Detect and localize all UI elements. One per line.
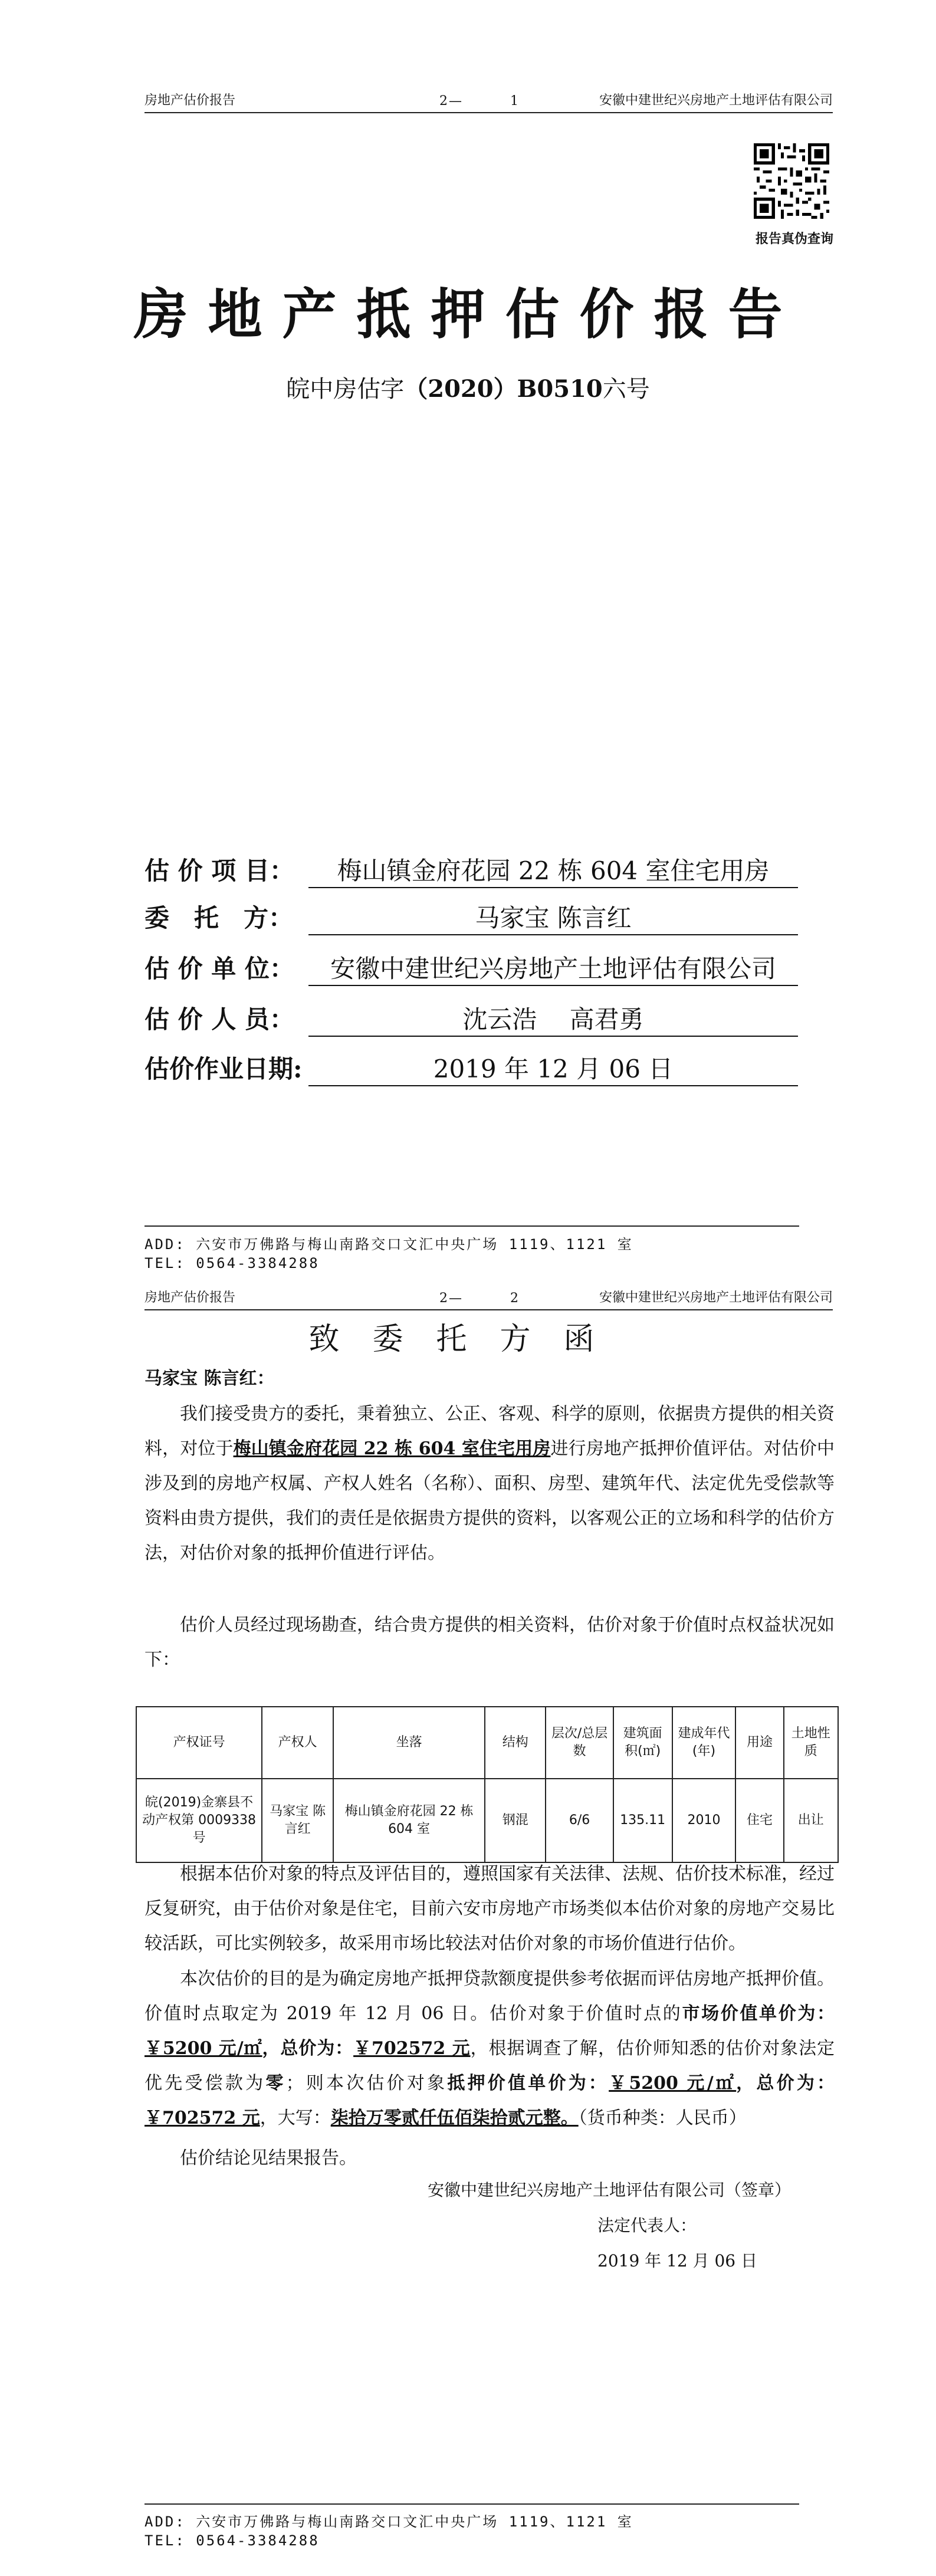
paragraph-text: 我们接受贵方的委托，秉着独立、公正、客观、科学的原则，依据贵方提供的相关资料，对位于 <box>144 1404 835 1459</box>
total-label: ，总价为： <box>736 2073 835 2094</box>
page-header <box>144 1286 833 1310</box>
mortgage-price-label: 抵押价值单价为： <box>447 2073 609 2094</box>
column-header: 土地性质 <box>784 1707 838 1779</box>
signature-representative: 法定代表人： <box>597 2216 697 2235</box>
total-label: ，总价为： <box>262 2038 354 2059</box>
page-header <box>144 88 833 113</box>
footer-phone: TEL: 0564-3384288 <box>144 1255 320 1271</box>
currency-note: （货币种类：人民币） <box>578 2108 747 2128</box>
report-number-code: （2020）B0510 <box>404 375 603 403</box>
paragraph-text: ；则本次估价对象 <box>285 2073 448 2094</box>
report-number-suffix: 六号 <box>602 376 650 403</box>
header-report-type: 房地产估价报告 <box>144 93 236 108</box>
table-row <box>136 1779 838 1862</box>
info-value: 梅山镇金府花园 22 栋 604 室住宅用房 <box>308 855 798 888</box>
table-cell: 梅山镇金府花园 22 栋 604 室 <box>333 1779 485 1862</box>
paragraph-text: ，大写： <box>260 2108 331 2128</box>
column-header: 产权人 <box>262 1707 333 1779</box>
info-label: 估 价 项 目： <box>144 856 294 885</box>
footer-address: ADD: 六安市万佛路与梅山南路交口文汇中央广场 1119、1121 室 <box>144 2513 633 2530</box>
letter-paragraph-2: 估价人员经过现场勘查，结合贵方提供的相关资料，估价对象于价值时点权益状况如下： <box>144 1615 835 1670</box>
page-number: 1 <box>510 94 518 109</box>
mortgage-unit-price: ￥5200 元/㎡ <box>609 2073 737 2094</box>
letter-title: 致委托方函 <box>308 1322 628 1357</box>
footer-address: ADD: 六安市万佛路与梅山南路交口文汇中央广场 1119、1121 室 <box>144 1236 633 1253</box>
property-rights-table <box>136 1706 839 1863</box>
report-title: 房地产抵押估价报告 <box>133 282 803 346</box>
column-header: 坐落 <box>333 1707 485 1779</box>
column-header: 建成年代(年) <box>672 1707 736 1779</box>
market-price-label: 市场价值单价为： <box>682 2003 835 2024</box>
column-header: 建筑面积(㎡) <box>613 1707 672 1779</box>
page-marker-dash: 2— <box>439 94 463 109</box>
letter-greeting: 马家宝 陈言红： <box>144 1368 275 1389</box>
header-company: 安徽中建世纪兴房地产土地评估有限公司 <box>599 93 833 108</box>
info-value: 马家宝 陈言红 <box>308 902 798 935</box>
footer-divider <box>144 1225 799 1227</box>
column-header: 层次/总层数 <box>546 1707 613 1779</box>
letter-paragraph-3: 根据本估价对象的特点及评估目的，遵照国家有关法律、法规、估价技术标准，经过反复研究，由于估价对象是住宅，目前六安市房地产市场类似本估价对象的房地产交易比较活跃，可比实例较多，故采用市场比较法对估价对象的市场价值进行估价。 <box>144 1864 835 1954</box>
footer-divider <box>144 2503 799 2505</box>
qr-verify-label: 报告真伪查询 <box>755 231 833 247</box>
column-header: 结构 <box>485 1707 546 1779</box>
qr-code-icon[interactable] <box>754 143 829 219</box>
page-marker-dash: 2— <box>439 1291 463 1306</box>
info-value: 安徽中建世纪兴房地产土地评估有限公司 <box>308 953 798 986</box>
column-header: 用途 <box>735 1707 783 1779</box>
signature-date: 2019 年 12 月 06 日 <box>597 2251 758 2271</box>
property-name: 梅山镇金府花园 22 栋 604 室住宅用房 <box>233 1438 551 1459</box>
header-report-type: 房地产估价报告 <box>144 1290 236 1305</box>
info-label: 估价作业日期: <box>144 1054 303 1083</box>
page-number: 2 <box>510 1291 518 1306</box>
table-cell: 135.11 <box>613 1779 672 1862</box>
mortgage-total-price: ￥702572 元 <box>144 2108 260 2128</box>
info-label: 委 托 方： <box>144 903 294 932</box>
info-value: 沈云浩 高君勇 <box>308 1004 798 1037</box>
paragraph-text: 进行房地产抵押价值评估。对估价中涉及到的房地产权属、产权人姓名（名称）、面积、房型、建筑年代、法定优先受偿款等资料由贵方提供，我们的责任是依据贵方提供的资料，以客观公正的立场和科学的估价方法，对估价对象的抵押价值进行评估。 <box>144 1438 835 1563</box>
market-unit-price: ￥5200 元/㎡ <box>144 2038 262 2059</box>
report-number <box>0 370 936 404</box>
paragraph-text: ，根据调查了解，估价师知悉的估价对象法定优先受偿款为 <box>144 2038 835 2094</box>
letter-paragraph-4 <box>144 1961 835 2135</box>
letter-paragraph-1 <box>144 1397 835 1570</box>
table-cell: 出让 <box>784 1779 838 1862</box>
column-header: 产权证号 <box>136 1707 262 1779</box>
table-cell: 钢混 <box>485 1779 546 1862</box>
info-label: 估 价 人 员： <box>144 1005 294 1034</box>
info-label: 估 价 单 位： <box>144 954 294 983</box>
table-header-row <box>136 1707 838 1779</box>
table-cell: 2010 <box>672 1779 736 1862</box>
table-cell: 住宅 <box>735 1779 783 1862</box>
signature-company: 安徽中建世纪兴房地产土地评估有限公司（签章） <box>428 2180 792 2200</box>
table-cell: 6/6 <box>546 1779 613 1862</box>
paragraph-text: 本次估价的目的是为确定房地产抵押贷款额度提供参考依据而评估房地产抵押价值。价值时点取定为 2019 年 12 月 06 日。估价对象于价值时点的 <box>144 1969 835 2024</box>
market-total-price: ￥702572 元 <box>353 2038 471 2059</box>
report-cover-page <box>0 0 936 1280</box>
total-in-words: 柒拾万零贰仟伍佰柒拾贰元整。 <box>330 2108 579 2128</box>
table-cell: 马家宝 陈言红 <box>262 1779 333 1862</box>
footer-phone: TEL: 0564-3384288 <box>144 2532 320 2549</box>
header-company: 安徽中建世纪兴房地产土地评估有限公司 <box>599 1290 833 1305</box>
priority-claim-value: 零 <box>265 2073 286 2094</box>
letter-paragraph-5: 估价结论见结果报告。 <box>180 2148 357 2168</box>
table-cell: 皖(2019)金寨县不动产权第 0009338 号 <box>136 1779 262 1862</box>
info-value: 2019 年 12 月 06 日 <box>308 1053 798 1086</box>
report-number-prefix: 皖中房估字 <box>286 376 405 403</box>
